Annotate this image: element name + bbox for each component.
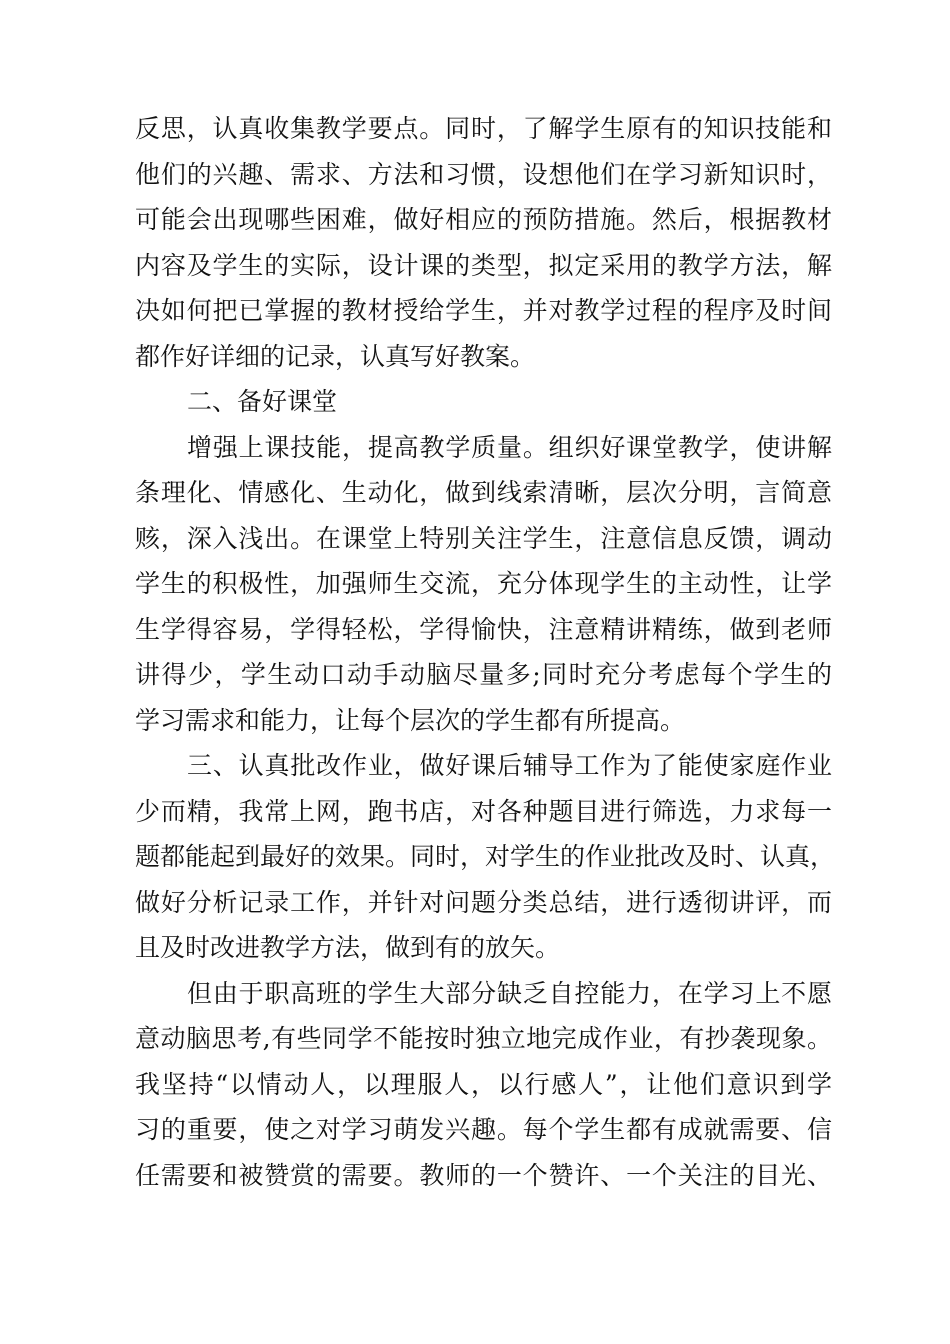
text-line: 条理化、情感化、生动化，做到线索清晰，层次分明，言简意 — [135, 478, 832, 507]
text-line: 讲得少，学生动口动手动脑尽量多;同时充分考虑每个学生的 — [135, 660, 832, 689]
paragraph-motivation — [135, 971, 832, 1199]
section-heading-prepare-class — [135, 379, 832, 425]
text-line: 反思，认真收集教学要点。同时，了解学生原有的知识技能和 — [135, 114, 832, 143]
heading-line: 二、备好课堂 — [187, 387, 338, 416]
document-body — [135, 106, 836, 1198]
text-line: 决如何把已掌握的教材授给学生，并对教学过程的程序及时间 — [135, 296, 832, 325]
text-line: 可能会出现哪些困难，做好相应的预防措施。然后，根据教材 — [135, 205, 832, 234]
text-line: 都作好详细的记录，认真写好教案。 — [135, 341, 536, 371]
text-line: 做好分析记录工作，并针对问题分类总结，进行透彻讲评，而 — [135, 887, 832, 917]
text-line: 但由于职高班的学生大部分缺乏自控能力，在学习上不愿 — [187, 978, 832, 1008]
text-line: 学生的积极性，加强师生交流，充分体现学生的主动性，让学 — [135, 569, 832, 598]
text-line: 任需要和被赞赏的需要。教师的一个赞许、一个关注的目光、 — [135, 1160, 832, 1190]
paragraph-classroom-teaching — [135, 425, 832, 744]
text-line: 题都能起到最好的效果。同时，对学生的作业批改及时、认真， — [135, 842, 836, 871]
text-line: 生学得容易，学得轻松，学得愉快，注意精讲精练，做到老师 — [135, 614, 832, 644]
text-line: 他们的兴趣、需求、方法和习惯，设想他们在学习新知识时， — [135, 159, 832, 189]
text-line: 习的重要，使之对学习萌发兴趣。每个学生都有成就需要、信 — [135, 1115, 832, 1144]
paragraph-homework — [135, 743, 836, 971]
text-line: 我坚持“以情动人，以理服人，以行感人”，让他们意识到学 — [135, 1069, 832, 1099]
paragraph-reflection-continued — [135, 106, 832, 379]
text-line: 意动脑思考,有些同学不能按时独立地完成作业，有抄袭现象。 — [135, 1024, 832, 1053]
text-line: 增强上课技能，提高教学质量。组织好课堂教学，使讲解 — [187, 432, 832, 462]
text-line: 且及时改进教学方法，做到有的放矢。 — [135, 933, 561, 962]
text-line: 内容及学生的实际，设计课的类型，拟定采用的教学方法，解 — [135, 250, 832, 280]
text-line: 赅，深入浅出。在课堂上特别关注学生，注意信息反馈，调动 — [135, 523, 832, 553]
text-line: 少而精，我常上网，跑书店，对各种题目进行筛选，力求每一 — [135, 796, 832, 826]
text-line: 学习需求和能力，让每个层次的学生都有所提高。 — [135, 705, 686, 735]
text-line: 三、认真批改作业，做好课后辅导工作为了能使家庭作业 — [187, 751, 832, 780]
